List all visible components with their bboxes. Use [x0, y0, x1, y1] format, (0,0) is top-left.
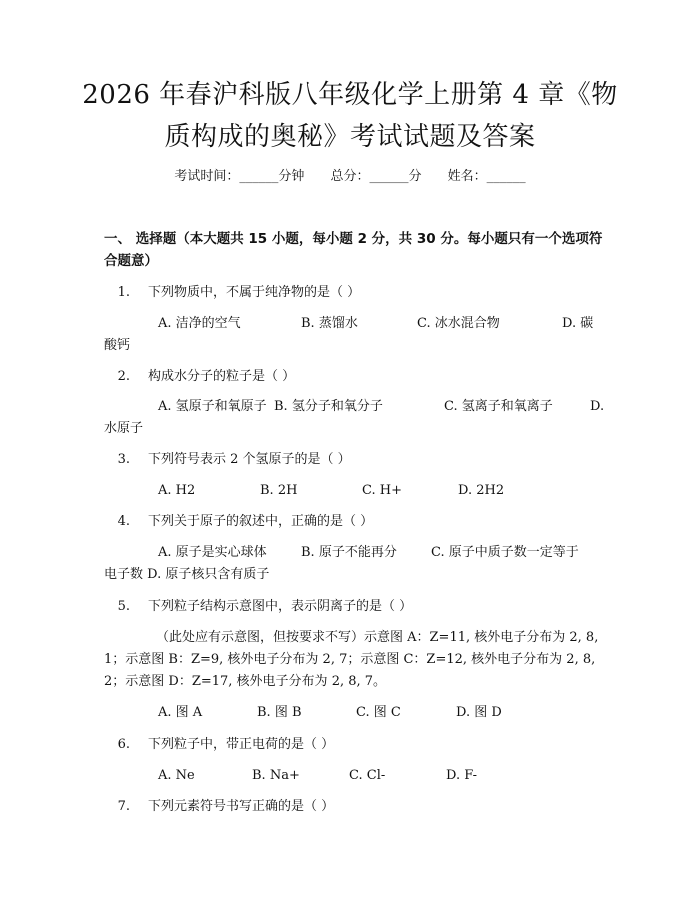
option-d: D. 2H2: [458, 483, 505, 498]
section-heading: 一、 选择题（本大题共 15 小题，每小题 2 分，共 30 分。每小题只有一个选项符合题意）: [104, 231, 603, 269]
option-c: C. Cl-: [349, 768, 386, 783]
option-a: A. 洁净的空气: [158, 316, 241, 331]
option-b: B. 氢分子和氧分子: [274, 399, 383, 414]
question-1: [104, 282, 602, 304]
question-text: 构成水分子的粒子是（ ）: [148, 369, 296, 384]
question-4: [104, 511, 602, 533]
option-c: C. 冰水混合物: [417, 316, 500, 331]
question-number: 6.: [117, 737, 130, 752]
option-c: C. 氢离子和氧离子: [444, 399, 553, 414]
question-number: 4.: [117, 514, 130, 529]
option-b: B. Na+: [252, 768, 300, 783]
question-5-description: （此处应有示意图，但按要求不写）示意图 A：Z=11, 核外电子分布为 2, 8, 1；示意图 B：Z=9, 核外电子分布为 2, 7；示意图 C：Z=12, 核外电子分布为 2, 8, 2；示意图 D：Z=17, 核外电子分布为 2, 8, 7。: [104, 630, 599, 689]
question-text: 下列粒子结构示意图中，表示阴离子的是（ ）: [148, 599, 413, 614]
option-b: B. 图 B: [257, 705, 302, 720]
option-continuation: 水原子: [104, 421, 144, 436]
option-b: B. 蒸馏水: [301, 316, 358, 331]
option-b: B. 2H: [260, 483, 298, 498]
total-score-field: 总分：______分: [330, 169, 422, 184]
question-3: [104, 449, 602, 471]
option-d: D. 图 D: [456, 705, 502, 720]
option-c: C. 原子中质子数一定等于: [431, 545, 579, 560]
question-number: 2.: [117, 369, 130, 384]
option-d: D. F-: [446, 768, 478, 783]
option-a: A. 原子是实心球体: [158, 545, 267, 560]
question-number: 5.: [117, 599, 130, 614]
option-continuation: 酸钙: [104, 338, 131, 353]
student-name-field: 姓名：______: [447, 169, 526, 184]
question-text: 下列符号表示 2 个氢原子的是（ ）: [148, 452, 351, 467]
option-a: A. 氢原子和氧原子: [158, 399, 267, 414]
question-6: [104, 734, 602, 756]
question-5: [104, 596, 602, 618]
exam-time-field: 考试时间：______分钟: [174, 169, 305, 184]
option-d: D.: [590, 399, 605, 414]
question-number: 1.: [117, 285, 130, 300]
option-c: C. H+: [362, 483, 402, 498]
question-number: 3.: [117, 452, 130, 467]
option-a: A. H2: [158, 483, 196, 498]
question-2: [104, 366, 602, 388]
page-title: 2026 年春沪科版八年级化学上册第 4 章《物质构成的奥秘》考试试题及答案: [82, 80, 618, 152]
question-text: 下列粒子中，带正电荷的是（ ）: [148, 737, 335, 752]
question-text: 下列关于原子的叙述中，正确的是（ ）: [148, 514, 374, 529]
option-c: C. 图 C: [356, 705, 401, 720]
option-a: A. 图 A: [158, 705, 203, 720]
question-7: [104, 796, 602, 818]
exam-info-line: [0, 166, 700, 188]
question-text: 下列元素符号书写正确的是（ ）: [148, 799, 335, 814]
question-number: 7.: [117, 799, 130, 814]
option-d: D. 碳: [562, 316, 594, 331]
option-a: A. Ne: [158, 768, 195, 783]
option-continuation: 电子数 D. 原子核只含有质子: [104, 567, 270, 582]
option-b: B. 原子不能再分: [301, 545, 397, 560]
question-text: 下列物质中，不属于纯净物的是（ ）: [148, 285, 361, 300]
